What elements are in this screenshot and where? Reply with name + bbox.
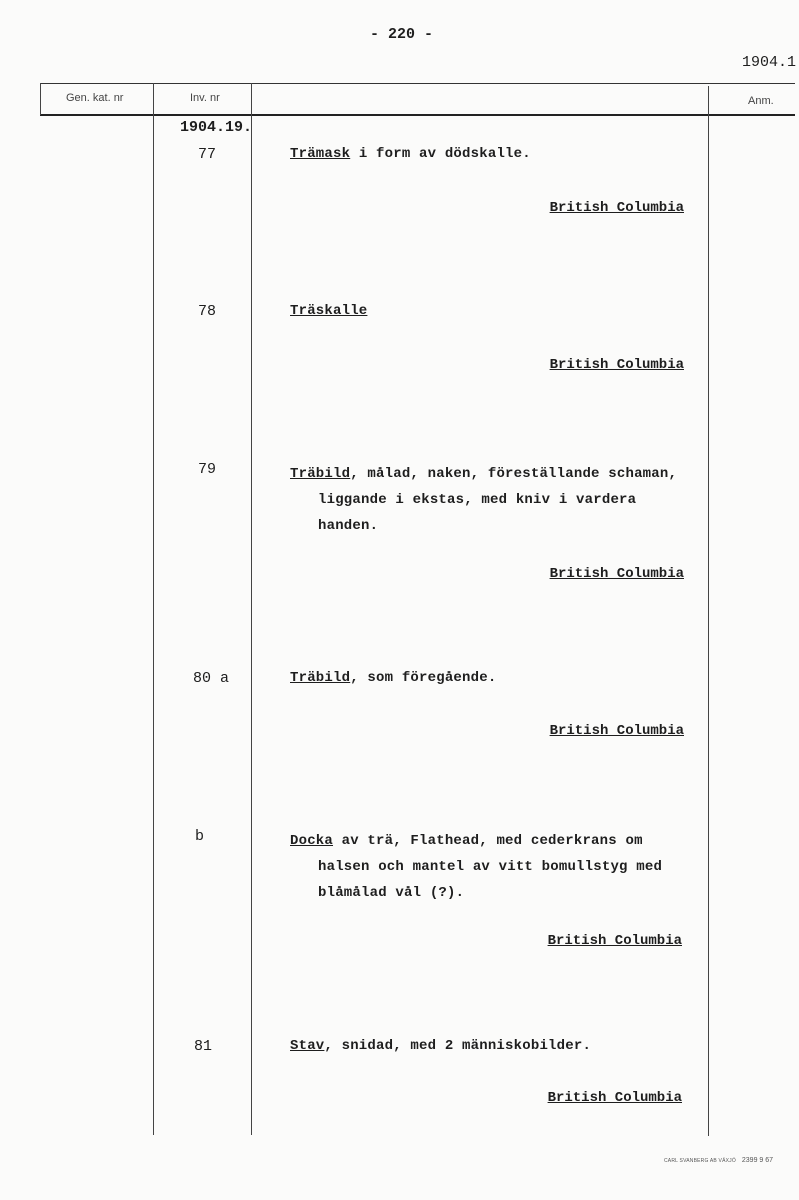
entry-number: 81 [194, 1038, 213, 1055]
entry-location: British Columbia [547, 1090, 682, 1106]
entry-keyword: Trämask [290, 146, 351, 162]
column-divider-inv [251, 83, 252, 1135]
entry-number: 80 a [193, 670, 230, 687]
entry-continuation-line: liggande i ekstas, med kniv i vardera [318, 492, 637, 508]
entry-continuation-line: halsen och mantel av vitt bomullstyg med [318, 859, 663, 875]
entry-text: i form av dödskalle. [350, 146, 531, 162]
entry-keyword: Träskalle [290, 303, 368, 319]
year-corner: 1904.1 [742, 54, 797, 71]
page-number: - 220 - [370, 26, 434, 43]
entry-number: 77 [198, 146, 217, 163]
entry-continuation-line: blåmålad vål (?). [318, 885, 465, 901]
entry-description [290, 461, 677, 539]
printer-name: CARL SVANBERG AB VÄXJÖ [664, 1158, 736, 1164]
entry-text: , som föregående. [350, 670, 497, 686]
entry-text: av trä, Flathead, med cederkrans om [333, 833, 643, 849]
entry-location: British Columbia [549, 200, 684, 216]
inventory-year: 1904.19. [180, 119, 253, 136]
entry-description [290, 303, 367, 319]
entry-location: British Columbia [549, 357, 684, 373]
column-divider-anm [708, 86, 709, 1136]
entry-description [290, 828, 662, 906]
column-divider-left [40, 83, 41, 115]
entry-number: b [195, 828, 205, 845]
entry-location: British Columbia [549, 566, 684, 582]
entry-keyword: Träbild [290, 466, 351, 482]
column-divider-gen [153, 83, 154, 1135]
entry-number: 78 [198, 303, 217, 320]
column-header-anm: Anm. [748, 95, 774, 107]
entry-keyword: Docka [290, 833, 334, 849]
entry-text: , snidad, med 2 människobilder. [324, 1038, 592, 1054]
entry-description [290, 670, 496, 686]
entry-keyword: Stav [290, 1038, 325, 1054]
entry-location: British Columbia [549, 723, 684, 739]
entry-continuation-line: handen. [318, 518, 379, 534]
entry-description [290, 1038, 591, 1054]
printer-imprint [664, 1157, 773, 1164]
column-header-gen-kat-nr: Gen. kat. nr [66, 92, 124, 104]
entry-description [290, 146, 531, 162]
entry-location: British Columbia [547, 933, 682, 949]
entry-text: , målad, naken, föreställande schaman, [350, 466, 678, 482]
entry-number: 79 [198, 461, 217, 478]
form-code: 2399 9 67 [741, 1157, 774, 1164]
column-header-inv-nr: Inv. nr [190, 92, 220, 104]
entry-keyword: Träbild [290, 670, 351, 686]
